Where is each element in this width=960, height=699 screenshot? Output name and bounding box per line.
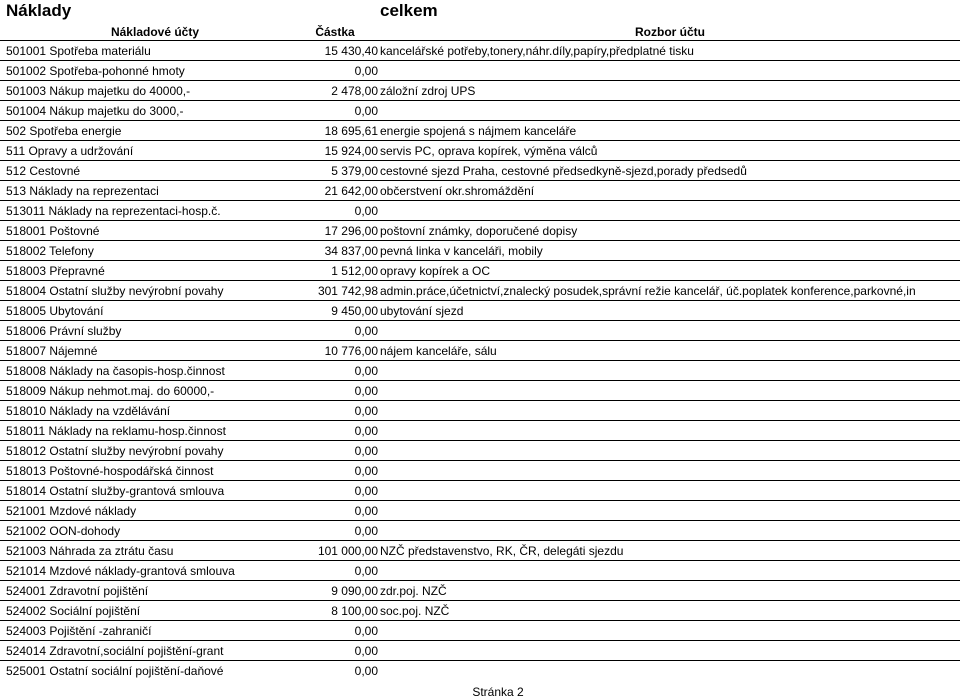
amount-cell: 0,00 [354, 204, 378, 218]
analysis-cell: cestovné sjezd Praha, cestovné předsedkyně-sjezd,porady předsedů [380, 164, 747, 178]
amount-cell: 0,00 [354, 504, 378, 518]
account-cell: 502 Spotřeba energie [6, 124, 122, 138]
table-header [0, 24, 960, 41]
account-cell: 501004 Nákup majetku do 3000,- [6, 104, 184, 118]
table-row [0, 621, 960, 641]
amount-cell: 0,00 [354, 64, 378, 78]
table-row [0, 381, 960, 401]
table-row [0, 241, 960, 261]
amount-cell: 34 837,00 [324, 244, 378, 258]
account-cell: 511 Opravy a udržování [6, 144, 134, 158]
account-cell: 518002 Telefony [6, 244, 94, 258]
account-cell: 501001 Spotřeba materiálu [6, 44, 151, 58]
analysis-cell: energie spojená s nájmem kanceláře [380, 124, 577, 138]
account-cell: 521002 OON-dohody [6, 524, 121, 538]
analysis-cell: poštovní známky, doporučené dopisy [380, 224, 578, 238]
table-row [0, 641, 960, 661]
analysis-cell: NZČ představenstvo, RK, ČR, delegáti sjezdu [380, 544, 624, 558]
account-cell: 518013 Poštovné-hospodářská činnost [6, 464, 214, 478]
account-cell: 521003 Náhrada za ztrátu času [6, 544, 174, 558]
amount-cell: 0,00 [354, 524, 378, 538]
amount-cell: 0,00 [354, 324, 378, 338]
account-cell: 518010 Náklady na vzdělávání [6, 404, 171, 418]
analysis-cell: ubytování sjezd [380, 304, 464, 318]
table-row [0, 521, 960, 541]
table-row [0, 41, 960, 61]
analysis-cell: admin.práce,účetnictví,znalecký posudek,správní režie kancelář, úč.poplatek konference,parkovné,in [380, 284, 916, 298]
account-cell: 518011 Náklady na reklamu-hosp.činnost [6, 424, 226, 438]
amount-cell: 0,00 [354, 364, 378, 378]
account-cell: 525001 Ostatní sociální pojištění-daňové [6, 664, 224, 678]
table-row [0, 401, 960, 421]
amount-cell: 0,00 [354, 484, 378, 498]
account-cell: 524003 Pojištění -zahraničí [6, 624, 152, 638]
title-row [0, 0, 960, 24]
account-cell: 518006 Právní služby [6, 324, 122, 338]
amount-cell: 1 512,00 [331, 264, 378, 278]
table-row [0, 341, 960, 361]
analysis-cell: záložní zdroj UPS [380, 84, 476, 98]
account-cell: 524001 Zdravotní pojištění [6, 584, 149, 598]
account-cell: 513 Náklady na reprezentaci [6, 184, 159, 198]
amount-cell: 18 695,61 [324, 124, 378, 138]
analysis-cell: opravy kopírek a OC [380, 264, 491, 278]
account-cell: 518004 Ostatní služby nevýrobní povahy [6, 284, 224, 298]
account-cell: 518007 Nájemné [6, 344, 98, 358]
account-cell: 512 Cestovné [6, 164, 81, 178]
account-cell: 518003 Přepravné [6, 264, 105, 278]
account-cell: 521001 Mzdové náklady [6, 504, 137, 518]
amount-cell: 0,00 [354, 424, 378, 438]
amount-cell: 9 450,00 [331, 304, 378, 318]
account-cell: 513011 Náklady na reprezentaci-hosp.č. [6, 204, 221, 218]
header-amount: Částka [315, 25, 355, 39]
amount-cell: 15 924,00 [324, 144, 378, 158]
account-cell: 524002 Sociální pojištění [6, 604, 141, 618]
column-title-total: celkem [380, 1, 438, 20]
table-row [0, 481, 960, 501]
amount-cell: 0,00 [354, 404, 378, 418]
account-cell: 521014 Mzdové náklady-grantová smlouva [6, 564, 235, 578]
amount-cell: 0,00 [354, 664, 378, 678]
amount-cell: 0,00 [354, 384, 378, 398]
table-row [0, 661, 960, 681]
account-cell: 501003 Nákup majetku do 40000,- [6, 84, 191, 98]
account-cell: 518008 Náklady na časopis-hosp.činnost [6, 364, 225, 378]
analysis-cell: občerstvení okr.shromáždění [380, 184, 535, 198]
analysis-cell: nájem kanceláře, sálu [380, 344, 497, 358]
table-row [0, 541, 960, 561]
amount-cell: 101 000,00 [317, 544, 378, 558]
table-row [0, 101, 960, 121]
amount-cell: 0,00 [354, 644, 378, 658]
amount-cell: 21 642,00 [324, 184, 378, 198]
amount-cell: 17 296,00 [324, 224, 378, 238]
table-row [0, 181, 960, 201]
account-cell: 518001 Poštovné [6, 224, 100, 238]
page-number: Stránka 2 [472, 685, 524, 699]
table-row [0, 321, 960, 341]
amount-cell: 0,00 [354, 564, 378, 578]
table-row [0, 301, 960, 321]
header-accounts: Nákladové účty [110, 25, 200, 39]
table-row [0, 601, 960, 621]
account-cell: 524014 Zdravotní,sociální pojištění-grant [6, 644, 224, 658]
table-row [0, 81, 960, 101]
amount-cell: 15 430,40 [324, 44, 378, 58]
account-cell: 518009 Nákup nehmot.maj. do 60000,- [6, 384, 215, 398]
analysis-cell: soc.poj. NZČ [380, 604, 450, 618]
page-title: Náklady [6, 1, 72, 20]
analysis-cell: servis PC, oprava kopírek, výměna válců [380, 144, 598, 158]
amount-cell: 0,00 [354, 624, 378, 638]
table-row [0, 161, 960, 181]
analysis-cell: pevná linka v kanceláři, mobily [380, 244, 543, 258]
table-row [0, 501, 960, 521]
amount-cell: 8 100,00 [331, 604, 378, 618]
table-row [0, 361, 960, 381]
analysis-cell: kancelářské potřeby,tonery,náhr.díly,papíry,předplatné tisku [380, 44, 694, 58]
account-cell: 518012 Ostatní služby nevýrobní povahy [6, 444, 224, 458]
table-row [0, 421, 960, 441]
table-row [0, 121, 960, 141]
table-body [0, 41, 960, 681]
table-row [0, 261, 960, 281]
table-row [0, 441, 960, 461]
amount-cell: 0,00 [354, 104, 378, 118]
amount-cell: 10 776,00 [324, 344, 378, 358]
table-row [0, 61, 960, 81]
account-cell: 501002 Spotřeba-pohonné hmoty [6, 64, 185, 78]
table-row [0, 581, 960, 601]
amount-cell: 5 379,00 [331, 164, 378, 178]
amount-cell: 9 090,00 [331, 584, 378, 598]
table-row [0, 141, 960, 161]
table-row [0, 461, 960, 481]
amount-cell: 2 478,00 [331, 84, 378, 98]
table-row [0, 561, 960, 581]
amount-cell: 301 742,98 [317, 284, 378, 298]
table-row [0, 221, 960, 241]
amount-cell: 0,00 [354, 464, 378, 478]
account-cell: 518005 Ubytování [6, 304, 104, 318]
header-analysis: Rozbor účtu [635, 25, 705, 39]
table-row [0, 281, 960, 301]
account-cell: 518014 Ostatní služby-grantová smlouva [6, 484, 225, 498]
amount-cell: 0,00 [354, 444, 378, 458]
analysis-cell: zdr.poj. NZČ [380, 584, 447, 598]
table-row [0, 201, 960, 221]
